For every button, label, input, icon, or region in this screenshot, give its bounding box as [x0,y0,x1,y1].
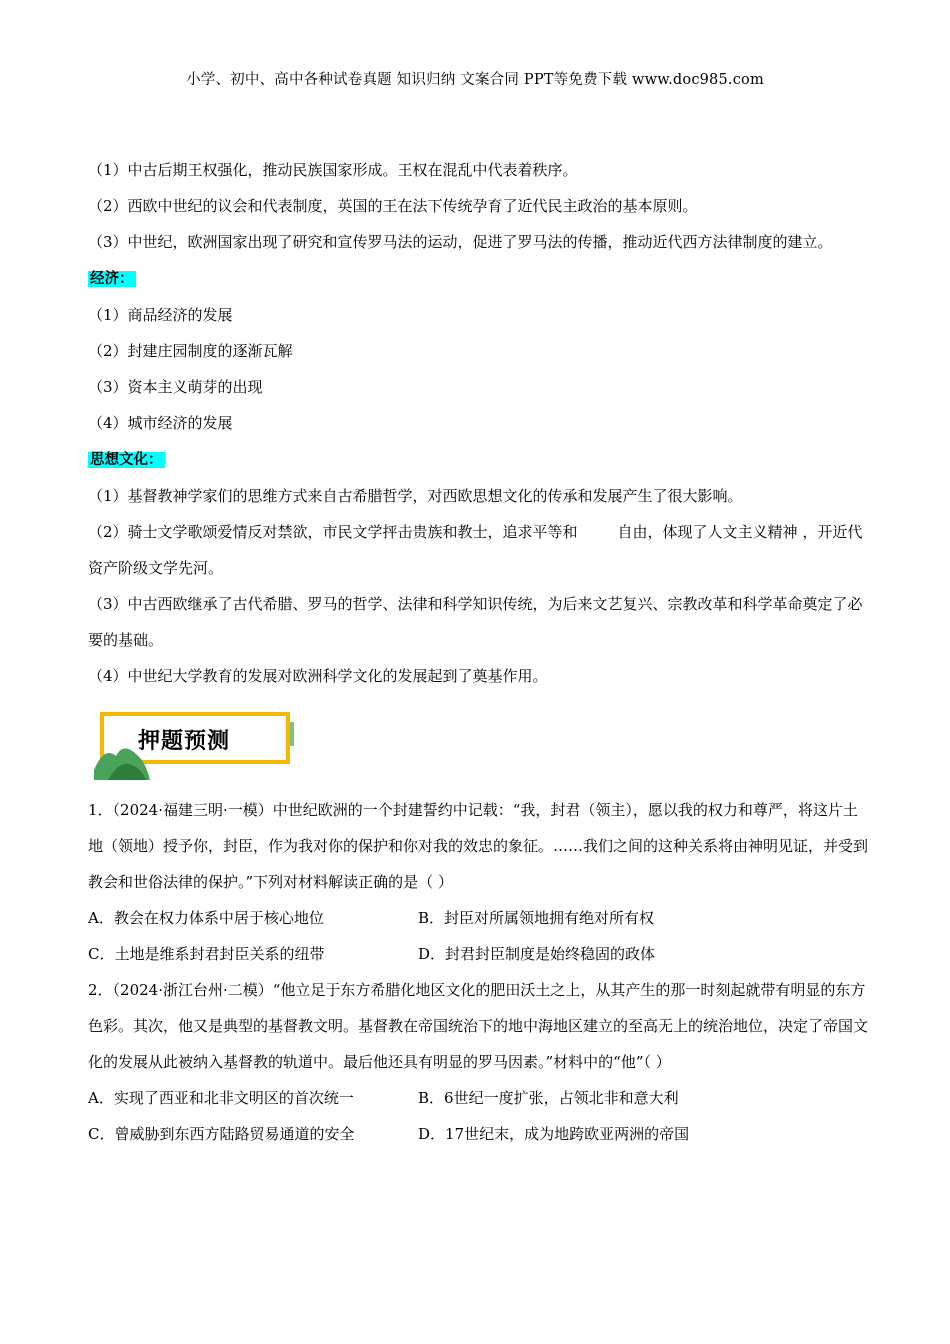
culture-heading-row [88,441,868,478]
question-2-stem: 2．（2024·浙江台州·二模）“他立足于东方希腊化地区文化的肥田沃土之上，从其产生的那一时刻起就带有明显的东方色彩。其次，他又是典型的基督教文明。基督教在帝国统治下的地中海地区建立的至高无上的统治地位，决定了帝国文化的发展从此被纳入基督教的轨道中。最后他还具有明显的罗马因素。”材料中的“他”（ ） [88,981,869,1071]
culture-list [88,478,868,694]
question-1-option-d[interactable]: D．封君封臣制度是始终稳固的政体 [418,945,656,963]
culture-item-2-part-b: 自由，体现了人文主义精神 ，开近代资产阶级文学先河。 [88,523,863,577]
question-2-options-row-1 [88,1080,868,1116]
culture-item-2 [88,514,868,586]
question-1-option-b[interactable]: B．封臣对所属领地拥有绝对所有权 [418,909,655,927]
culture-item-4: （4）中世纪大学教育的发展对欧洲科学文化的发展起到了奠基作用。 [88,667,548,685]
question-2-option-a[interactable]: A．实现了西亚和北非文明区的首次统一 [88,1089,354,1107]
economy-item-1: （1）商品经济的发展 [88,306,233,324]
culture-heading: 思想文化： [90,452,163,468]
economy-list [88,297,868,441]
question-2-option-d[interactable]: D．17世纪末，成为地跨欧亚两洲的帝国 [418,1125,690,1143]
question-2-option-c[interactable]: C．曾威胁到东西方陆路贸易通道的安全 [88,1125,355,1143]
question-1-options-row-1 [88,900,868,936]
politics-section [88,152,868,260]
question-1 [88,792,868,972]
question-1-option-c[interactable]: C．土地是维系封君封臣关系的纽带 [88,945,325,963]
politics-item-1: （1）中古后期王权强化，推动民族国家形成。王权在混乱中代表着秩序。 [88,161,578,179]
question-2-options-row-2 [88,1116,868,1152]
banner-accent-mark [290,722,294,746]
page-header: 小学、初中、高中各种试卷真题 知识归纳 文案合同 PPT等免费下载 www.doc985.com [186,72,764,88]
question-2-option-b[interactable]: B．6世纪一度扩张，占领北非和意大利 [418,1089,679,1107]
question-1-options-row-2 [88,936,868,972]
economy-item-2: （2）封建庄园制度的逐渐瓦解 [88,342,293,360]
economy-heading-row [88,260,868,297]
document-body [88,152,868,1152]
economy-heading: 经济： [90,271,134,287]
question-1-option-a[interactable]: A．教会在权力体系中居于核心地位 [88,909,324,927]
banner-title: 押题预测 [138,729,231,754]
culture-item-3: （3）中古西欧继承了古代希腊、罗马的哲学、法律和科学知识传统，为后来文艺复兴、宗教改革和科学革命奠定了必要的基础。 [88,595,863,649]
economy-item-3: （3）资本主义萌芽的出现 [88,378,263,396]
question-2 [88,972,868,1152]
culture-item-1: （1）基督教神学家们的思维方式来自古希腊哲学，对西欧思想文化的传承和发展产生了很大影响。 [88,487,743,505]
culture-item-2-part-a: （2）骑士文学歌颂爱情反对禁欲，市民文学抨击贵族和教士，追求平等和 [88,523,578,541]
prediction-banner [94,708,304,778]
question-1-stem: 1．（2024·福建三明·一模）中世纪欧洲的一个封建誓约中记载：“我，封君（领主），愿以我的权力和尊严，将这片土地（领地）授予你，封臣，作为我对你的保护和你对我的效忠的象征。……我们之间的这种关系将由神明见证，并受到教会和世俗法律的保护。”下列对材料解读正确的是（ ） [88,801,869,891]
politics-item-2: （2）西欧中世纪的议会和代表制度，英国的王在法下传统孕育了近代民主政治的基本原则。 [88,197,698,215]
economy-item-4: （4）城市经济的发展 [88,414,233,432]
politics-item-3: （3）中世纪，欧洲国家出现了研究和宣传罗马法的运动，促进了罗马法的传播，推动近代西方法律制度的建立。 [88,233,833,251]
